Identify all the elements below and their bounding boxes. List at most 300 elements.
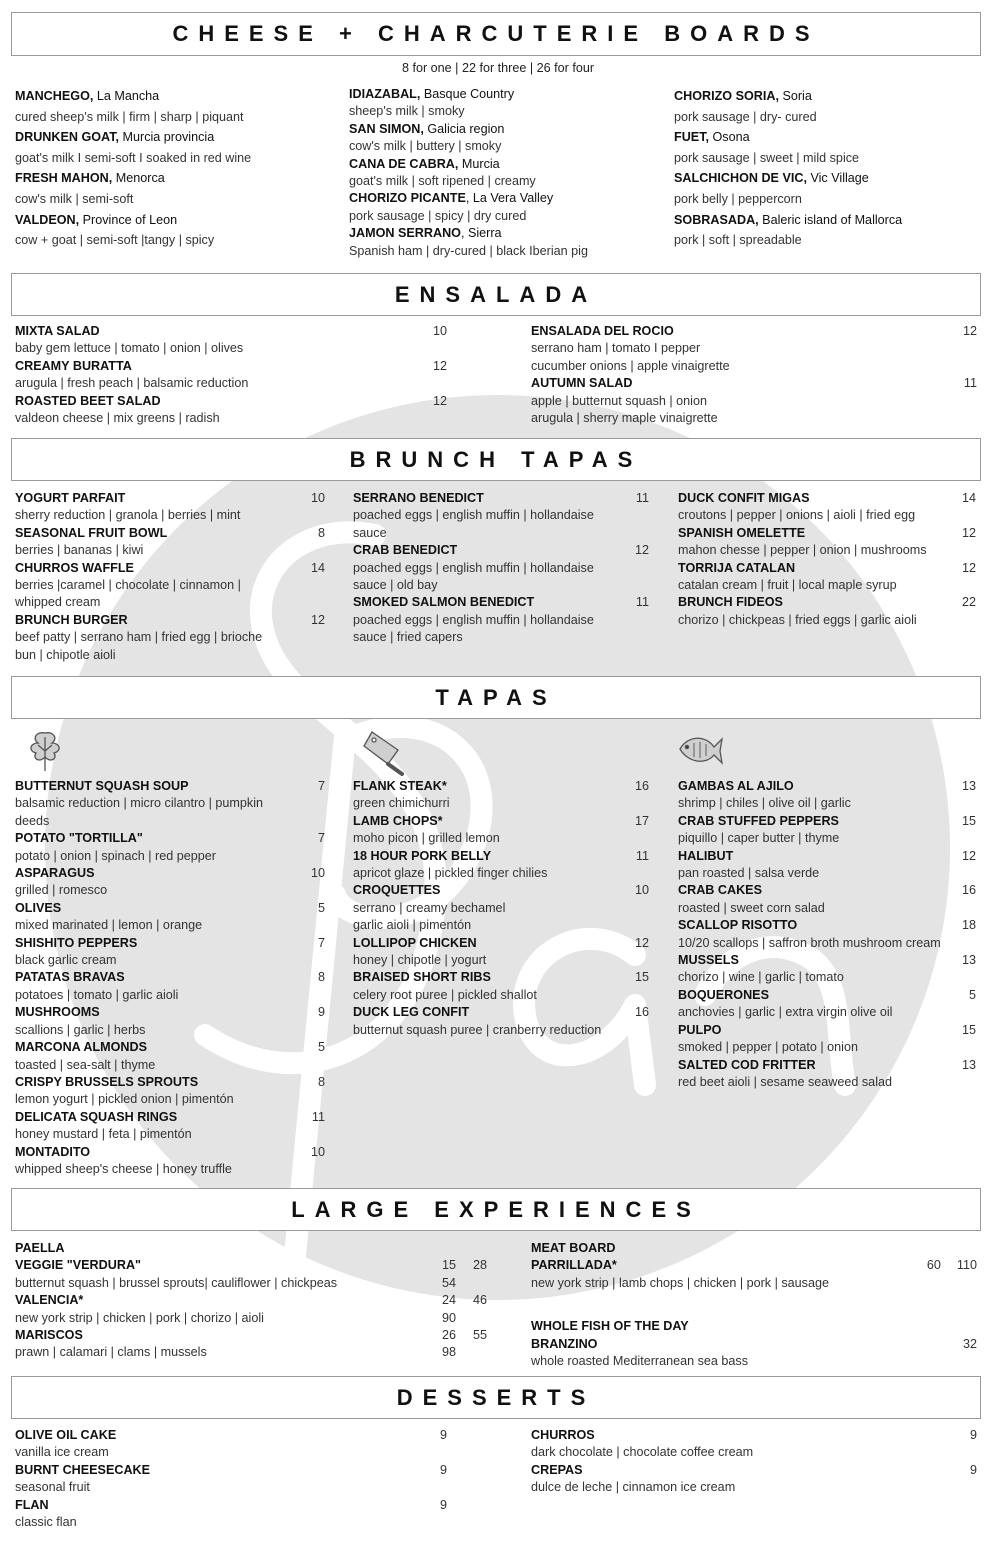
item-name: HALIBUT [678, 848, 734, 863]
menu-item [15, 935, 325, 970]
cheese-item [15, 210, 335, 251]
menu-item [15, 1004, 325, 1039]
item-name: VEGGIE "VERDURA" [15, 1258, 142, 1273]
item-description: cucumber onions | apple vinaigrette [531, 358, 730, 373]
item-title: MANCHEGO, [15, 89, 94, 103]
menu-item [15, 778, 325, 830]
item-description: classic flan [15, 1515, 77, 1530]
brunch-column-3 [678, 490, 976, 629]
item-name [674, 210, 974, 231]
price-small: 26 [441, 1328, 456, 1343]
item-origin: Baleric island of Mallorca [758, 212, 903, 227]
item-name: BUTTERNUT SQUASH SOUP [15, 779, 189, 793]
item-description: seasonal fruit [15, 1480, 90, 1495]
cheese-item [674, 168, 974, 209]
item-name: BRANZINO [531, 1336, 598, 1351]
item-description: moho picon | grilled lemon [353, 831, 500, 846]
item-description: chorizo | chickpeas | fried eggs | garlic aioli [678, 612, 917, 627]
cheese-column-2 [349, 86, 669, 260]
cheese-item [349, 86, 669, 121]
item-price: 15 [961, 813, 976, 828]
item-description: arugula | sherry maple vinaigrette [531, 411, 718, 426]
item-description: goat's milk I semi-soft I soaked in red wine [15, 150, 252, 165]
menu-item [15, 323, 447, 358]
meat-fish-column [531, 1240, 977, 1370]
item-price: 9 [439, 1497, 447, 1512]
item-price: 12 [961, 525, 976, 540]
section-header-cheese: CHEESE + CHARCUTERIE BOARDS [11, 12, 981, 56]
item-price: 9 [439, 1462, 447, 1477]
item-price: 13 [961, 1057, 976, 1072]
item-description: potato | onion | spinach | red pepper [15, 848, 216, 863]
menu-item [15, 865, 325, 900]
item-name: DELICATA SQUASH RINGS [15, 1109, 178, 1124]
cheese-column-1 [15, 86, 335, 251]
item-description: Spanish ham | dry-cured | black Iberian pig [349, 243, 588, 258]
menu-item [15, 1427, 447, 1462]
item-description: berries |caramel | chocolate | cinnamon | [15, 578, 241, 593]
section-header-large-experiences: LARGE EXPERIENCES [11, 1188, 981, 1231]
item-price: 9 [317, 1005, 325, 1020]
item-price: 32 [962, 1336, 977, 1351]
item-title: FRESH MAHON, [15, 171, 113, 186]
cheese-item [674, 210, 974, 251]
item-name: LOLLIPOP CHICKEN [353, 935, 477, 950]
item-name: CREPAS [531, 1462, 583, 1477]
item-price: 16 [634, 1005, 649, 1020]
item-description: whole roasted Mediterranean sea bass [531, 1354, 749, 1369]
item-description: sauce | fried capers [353, 630, 463, 645]
item-description: pork sausage | sweet | mild spice [674, 150, 860, 165]
item-name: OLIVE OIL CAKE [15, 1428, 117, 1442]
menu-item [353, 969, 649, 1004]
menu-item [15, 969, 325, 1004]
item-title: SALCHICHON DE VIC, [674, 171, 807, 186]
item-name: FLAN [15, 1497, 49, 1512]
menu-item [531, 375, 977, 427]
menu-item [531, 1427, 977, 1462]
item-description: toasted | sea-salt | thyme [15, 1057, 156, 1072]
cheese-pricing: 8 for one | 22 for three | 26 for four [401, 61, 595, 75]
item-name: 18 HOUR PORK BELLY [353, 848, 492, 863]
menu-item [15, 1327, 510, 1362]
tapas-column-2 [353, 778, 649, 1039]
item-price: 8 [317, 525, 325, 540]
item-name: MONTADITO [15, 1144, 91, 1159]
item-description: smoked | pepper | potato | onion [678, 1040, 858, 1055]
item-description: scallions | garlic | herbs [15, 1022, 146, 1037]
item-description: arugula | fresh peach | balsamic reduction [15, 376, 249, 391]
item-description: cow's milk | buttery | smoky [349, 139, 502, 154]
item-description: new york strip | lamb chops | chicken | pork | sausage [531, 1275, 829, 1290]
item-title: CHORIZO SORIA, [674, 89, 779, 103]
item-description: balsamic reduction | micro cilantro | pumpkin [15, 796, 264, 811]
item-description: sauce [353, 525, 387, 540]
menu-item [15, 393, 447, 428]
item-description: butternut squash puree | cranberry reduction [353, 1022, 602, 1037]
price-small: 24 [441, 1293, 456, 1308]
item-name: BRUNCH BURGER [15, 612, 128, 627]
item-description: mixed marinated | lemon | orange [15, 918, 203, 933]
item-description: new york strip | chicken | pork | chorizo | aioli [15, 1310, 264, 1325]
menu-item [15, 525, 325, 560]
menu-item [678, 490, 976, 525]
item-description: pork belly | peppercorn [674, 191, 802, 206]
item-price: 7 [317, 935, 325, 950]
item-name: MUSHROOMS [15, 1005, 100, 1020]
menu-item [15, 1074, 325, 1109]
item-price: 12 [961, 560, 976, 575]
item-description: sheep's milk | smoky [349, 104, 465, 119]
item-name [15, 86, 335, 107]
menu-item [531, 323, 977, 375]
item-description: dark chocolate | chocolate coffee cream [531, 1445, 754, 1460]
item-name: LAMB CHOPS* [353, 813, 443, 828]
item-description: pan roasted | salsa verde [678, 866, 820, 881]
item-price: 14 [310, 560, 325, 575]
item-origin: Province of Leon [79, 212, 178, 227]
item-price: 16 [961, 883, 976, 898]
menu-item [353, 1004, 649, 1039]
menu-item [678, 813, 976, 848]
item-origin: Basque Country [420, 87, 515, 101]
item-name: AUTUMN SALAD [531, 376, 633, 391]
item-origin: Murcia provincia [119, 130, 215, 145]
item-price: 13 [961, 953, 976, 968]
item-name [349, 156, 669, 173]
price-small: 60 [926, 1258, 941, 1273]
item-description: berries | bananas | kiwi [15, 543, 144, 558]
item-name: SPANISH OMELETTE [678, 525, 806, 540]
menu-item [15, 1039, 325, 1074]
item-price: 11 [311, 1109, 325, 1124]
item-description: sherry reduction | granola | berries | mint [15, 508, 241, 523]
item-title: CHORIZO PICANTE [349, 191, 466, 206]
item-description: poached eggs | english muffin | hollandaise [353, 508, 594, 523]
item-price: 11 [635, 848, 649, 863]
menu-item [15, 612, 325, 664]
menu-item [353, 882, 649, 934]
item-description: valdeon cheese | mix greens | radish [15, 411, 220, 426]
brunch-column-2 [353, 490, 649, 647]
item-price: 12 [634, 935, 649, 950]
item-description: goat's milk | soft ripened | creamy [349, 174, 536, 189]
item-description: potatoes | tomato | garlic aioli [15, 987, 179, 1002]
item-description: grilled | romesco [15, 883, 108, 898]
cheese-item [349, 156, 669, 191]
item-description: poached eggs | english muffin | hollandaise [353, 560, 594, 575]
fish-icon [676, 729, 724, 769]
item-description: honey mustard | feta | pimentón [15, 1127, 192, 1142]
menu-item [15, 490, 325, 525]
item-name [674, 127, 974, 148]
item-price: 12 [962, 324, 977, 338]
item-name: CRAB BENEDICT [353, 543, 458, 558]
price-large: 98 [441, 1345, 456, 1360]
menu-item [678, 594, 976, 629]
item-description: croutons | pepper | onions | aioli | fried egg [678, 508, 916, 523]
item-name [15, 168, 335, 189]
item-price: 10 [432, 324, 447, 338]
item-price: 12 [961, 848, 976, 863]
item-title: DRUNKEN GOAT, [15, 130, 120, 145]
item-price: 5 [317, 1040, 325, 1055]
cheese-item [349, 225, 669, 260]
item-name: BURNT CHEESECAKE [15, 1462, 151, 1477]
item-price: 15 [961, 1022, 976, 1037]
item-price: 9 [969, 1462, 977, 1477]
item-name: CHURROS WAFFLE [15, 560, 134, 575]
menu-item [678, 1057, 976, 1092]
item-price: 11 [635, 595, 649, 610]
section-header-tapas: TAPAS [11, 676, 981, 719]
item-description: mahon chesse | pepper | onion | mushrooms [678, 543, 927, 558]
item-title: FUET, [674, 130, 709, 145]
item-name: MARCONA ALMONDS [15, 1040, 147, 1055]
item-name: DUCK LEG CONFIT [353, 1005, 470, 1020]
menu-item [531, 1462, 977, 1497]
menu-item [15, 1257, 510, 1292]
ensalada-column-1 [15, 323, 447, 427]
menu-item [531, 1336, 977, 1371]
item-name: SERRANO BENEDICT [353, 491, 484, 505]
item-description: pork sausage | dry- cured [674, 109, 817, 124]
item-price: 12 [432, 358, 447, 373]
item-description: beef patty | serrano ham | fried egg | brioche [15, 630, 263, 645]
item-description: garlic aioli | pimentón [353, 918, 472, 933]
item-prices [425, 1327, 510, 1362]
menu-item [15, 1109, 325, 1144]
menu-item [678, 882, 976, 917]
item-description: poached eggs | english muffin | hollandaise [353, 612, 594, 627]
menu-item [678, 917, 976, 952]
item-price: 5 [317, 900, 325, 915]
price-small: 15 [441, 1258, 456, 1273]
item-name: BRAISED SHORT RIBS [353, 970, 491, 985]
item-description: 10/20 scallops | saffron broth mushroom cream [678, 935, 941, 950]
item-description: pork sausage | spicy | dry cured [349, 208, 527, 223]
whole-fish-heading: WHOLE FISH OF THE DAY [531, 1319, 689, 1334]
cheese-item [15, 86, 335, 127]
item-origin: La Mancha [93, 89, 160, 103]
item-description: whipped cream [15, 595, 101, 610]
item-origin: Menorca [112, 171, 165, 186]
item-description: apple | butternut squash | onion [531, 393, 707, 408]
menu-item [678, 848, 976, 883]
item-description: pork | soft | spreadable [674, 233, 802, 248]
item-name: GAMBAS AL AJILO [678, 779, 794, 793]
price-medium: 55 [472, 1328, 487, 1343]
menu-item [678, 525, 976, 560]
meat-board-heading: MEAT BOARD [531, 1241, 616, 1255]
item-name: FLANK STEAK* [353, 779, 447, 793]
item-name: CRISPY BRUSSELS SPROUTS [15, 1074, 199, 1089]
item-name: VALENCIA* [15, 1293, 84, 1308]
menu-item [15, 1462, 447, 1497]
item-name: SMOKED SALMON BENEDICT [353, 595, 535, 610]
item-title: SAN SIMON, [349, 121, 424, 136]
item-description: serrano ham | tomato I pepper [531, 341, 701, 356]
item-price: 10 [310, 1144, 325, 1159]
item-description: cow's milk | semi-soft [15, 191, 134, 206]
item-name: TORRIJA CATALAN [678, 560, 796, 575]
menu-item [353, 813, 649, 848]
item-description: serrano | creamy bechamel [353, 900, 506, 915]
item-origin: Soria [778, 89, 812, 103]
item-description: lemon yogurt | pickled onion | pimentón [15, 1092, 234, 1107]
cheese-column-3 [674, 86, 974, 251]
menu-item [353, 935, 649, 970]
item-prices [425, 1257, 510, 1292]
item-name: ASPARAGUS [15, 866, 95, 881]
menu-item [678, 987, 976, 1022]
cheese-item [674, 86, 974, 127]
item-name: SHISHITO PEPPERS [15, 935, 138, 950]
price-medium: 46 [472, 1293, 487, 1308]
item-price: 10 [634, 883, 649, 898]
item-name: PULPO [678, 1022, 722, 1037]
cheese-item [349, 190, 669, 225]
item-description: celery root puree | pickled shallot [353, 987, 537, 1002]
item-name: BRUNCH FIDEOS [678, 595, 783, 610]
item-name [674, 86, 974, 107]
item-description: shrimp | chiles | olive oil | garlic [678, 796, 851, 811]
herb-icon [22, 727, 68, 773]
price-medium: 28 [472, 1258, 487, 1273]
item-description: baby gem lettuce | tomato | onion | olives [15, 341, 244, 356]
menu-item [678, 778, 976, 813]
menu-item [15, 560, 325, 612]
menu-item [353, 848, 649, 883]
section-header-ensalada: ENSALADA [11, 273, 981, 316]
item-price: 17 [634, 813, 649, 828]
tapas-column-1 [15, 778, 325, 1178]
cleaver-icon [358, 728, 408, 776]
cheese-item [349, 121, 669, 156]
menu-item [531, 1257, 977, 1292]
menu-item [353, 594, 649, 646]
menu-item [353, 542, 649, 594]
item-title: IDIAZABAL, [349, 87, 421, 101]
item-name: PARRILLADA* [531, 1258, 617, 1273]
item-description: vanilla ice cream [15, 1445, 109, 1460]
item-name: SALTED COD FRITTER [678, 1057, 816, 1072]
item-origin: Murcia [458, 156, 500, 171]
tapas-column-3 [678, 778, 976, 1091]
item-description: prawn | calamari | clams | mussels [15, 1345, 207, 1360]
item-origin: Vic Village [806, 171, 869, 186]
cheese-item [674, 127, 974, 168]
menu-item [15, 830, 325, 865]
item-name: MIXTA SALAD [15, 324, 100, 338]
menu-item [15, 1144, 325, 1179]
brunch-column-1 [15, 490, 325, 664]
cheese-item [15, 127, 335, 168]
item-title: SOBRASADA, [674, 212, 759, 227]
item-name [349, 86, 669, 103]
item-price: 7 [317, 831, 325, 846]
item-name [15, 210, 335, 231]
item-price: 13 [961, 779, 976, 793]
cheese-item [15, 168, 335, 209]
item-price: 12 [634, 543, 649, 558]
menu-item [15, 358, 447, 393]
paella-heading: PAELLA [15, 1241, 65, 1255]
price-large: 110 [956, 1258, 977, 1273]
section-header-brunch-tapas: BRUNCH TAPAS [11, 438, 981, 481]
menu-item [353, 490, 649, 542]
menu-item [15, 1497, 447, 1532]
item-title: VALDEON, [15, 212, 80, 227]
item-title: JAMON SERRANO [349, 226, 461, 241]
item-name: CRAB CAKES [678, 883, 762, 898]
item-price: 8 [317, 970, 325, 985]
item-price: 8 [317, 1074, 325, 1089]
item-prices [425, 1292, 510, 1327]
item-prices [927, 1257, 977, 1274]
item-description: apricot glaze | pickled finger chilies [353, 866, 548, 881]
menu-item [15, 900, 325, 935]
item-description: bun | chipotle aioli [15, 647, 116, 662]
item-description: deeds [15, 813, 50, 828]
item-name: DUCK CONFIT MIGAS [678, 491, 810, 505]
item-price: 10 [310, 491, 325, 505]
item-price: 12 [310, 612, 325, 627]
item-name: YOGURT PARFAIT [15, 491, 126, 505]
item-price: 5 [968, 987, 976, 1002]
item-origin: , Sierra [460, 226, 502, 241]
item-price: 9 [439, 1428, 447, 1442]
price-large: 54 [441, 1275, 456, 1290]
item-price: 9 [969, 1428, 977, 1442]
item-name: SEASONAL FRUIT BOWL [15, 525, 168, 540]
item-description: cow + goat | semi-soft |tangy | spicy [15, 233, 215, 248]
item-description: catalan cream | fruit | local maple syrup [678, 578, 897, 593]
item-price: 11 [635, 491, 649, 505]
menu-item [678, 560, 976, 595]
item-name: CRAB STUFFED PEPPERS [678, 813, 839, 828]
item-description: anchovies | garlic | extra virgin olive oil [678, 1005, 893, 1020]
item-name: ENSALADA DEL ROCIO [531, 324, 674, 338]
desserts-column-1 [15, 1427, 447, 1531]
item-description: cured sheep's milk | firm | sharp | piquant [15, 109, 244, 124]
item-name [349, 121, 669, 138]
item-price: 15 [634, 970, 649, 985]
item-name: OLIVES [15, 900, 62, 915]
item-price: 10 [310, 866, 325, 881]
item-description: butternut squash | brussel sprouts| cauliflower | chickpeas [15, 1275, 338, 1290]
item-description: honey | chipotle | yogurt [353, 953, 487, 968]
item-description: dulce de leche | cinnamon ice cream [531, 1480, 736, 1495]
price-large: 90 [441, 1310, 456, 1325]
menu-item [678, 1022, 976, 1057]
menu-item [15, 1292, 510, 1327]
item-name: CHURROS [531, 1428, 595, 1442]
item-description: black garlic cream [15, 953, 117, 968]
item-price: 14 [961, 491, 976, 505]
item-price: 18 [961, 918, 976, 933]
item-name: SCALLOP RISOTTO [678, 918, 798, 933]
item-description: piquillo | caper butter | thyme [678, 831, 840, 846]
item-name [349, 190, 669, 207]
item-name: MUSSELS [678, 953, 739, 968]
item-name [349, 225, 669, 242]
item-name [15, 127, 335, 148]
item-price: 22 [961, 595, 976, 610]
item-name: MARISCOS [15, 1328, 83, 1343]
item-origin: Galicia region [423, 121, 505, 136]
item-origin: Osona [708, 130, 750, 145]
